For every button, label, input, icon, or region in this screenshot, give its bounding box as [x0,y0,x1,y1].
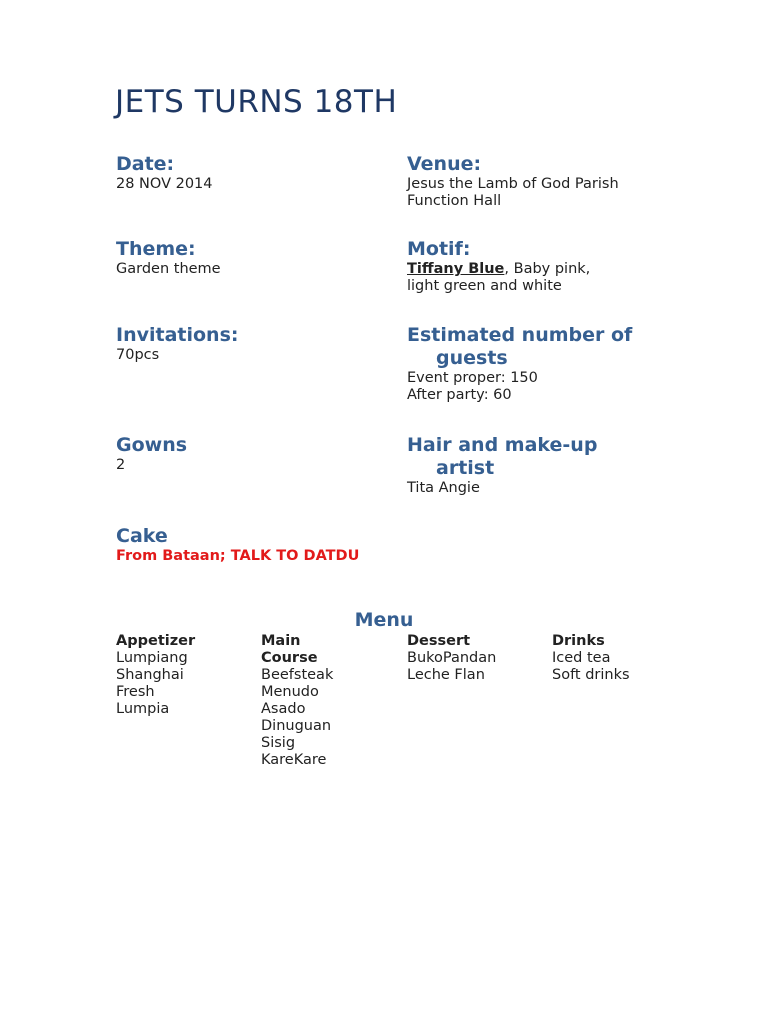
menu-item: BukoPandan [407,650,497,666]
menu-item: Asado [261,701,306,717]
hair-heading-line-2: artist [436,457,495,479]
menu-item: Menudo [261,684,319,700]
theme-heading: Theme: [116,238,196,260]
invitations-value: 70pcs [116,347,160,363]
menu-dessert-heading: Dessert [407,633,471,649]
menu-item: Lumpia [116,701,170,717]
hair-value: Tita Angie [407,480,480,496]
menu-appetizer-column [116,633,256,718]
menu-item: Sisig [261,735,296,751]
guests-line-1: Event proper: 150 [407,370,538,386]
cake-heading: Cake [116,525,168,547]
menu-item: Fresh [116,684,155,700]
cake-note: From Bataan; TALK TO DATDU [116,548,360,564]
menu-drinks-column [552,633,692,684]
guests-section [407,324,632,404]
menu-drinks-heading: Drinks [552,633,605,649]
menu-item: Iced tea [552,650,611,666]
guests-line-2: After party: 60 [407,387,512,403]
menu-item: Lumpiang [116,650,188,666]
menu-item: Leche Flan [407,667,485,683]
menu-item: Shanghai [116,667,184,683]
motif-highlight: Tiffany Blue [407,261,505,277]
venue-heading: Venue: [407,153,482,175]
invitations-section [116,324,238,364]
cake-section [116,525,359,565]
motif-line-1 [407,261,590,278]
menu-item: KareKare [261,752,327,768]
venue-line-2: Function Hall [407,193,502,209]
venue-section [407,153,619,210]
invitations-heading: Invitations: [116,324,239,346]
guests-heading-line-2: guests [436,347,508,369]
motif-line-2: light green and white [407,278,562,294]
menu-dessert-column [407,633,547,684]
motif-heading: Motif: [407,238,471,260]
hair-section [407,434,597,497]
gowns-heading: Gowns [116,434,188,456]
date-heading: Date: [116,153,175,175]
menu-item: Beefsteak [261,667,334,683]
page-title: JETS TURNS 18TH [115,84,398,120]
hair-heading-line-1: Hair and make-up [407,434,598,456]
menu-item: Dinuguan [261,718,332,734]
guests-heading-line-1: Estimated number of [407,324,633,346]
guests-heading [407,324,632,370]
motif-section [407,238,590,295]
motif-rest: , Baby pink, [504,261,591,277]
menu-main-heading-line-1: Main [261,633,301,649]
date-value: 28 NOV 2014 [116,176,213,192]
gowns-section [116,434,187,474]
menu-appetizer-heading: Appetizer [116,633,196,649]
theme-value: Garden theme [116,261,221,277]
venue-line-1: Jesus the Lamb of God Parish [407,176,619,192]
menu-main-heading-line-2: Course [261,650,318,666]
menu-title: Menu [354,609,414,631]
theme-section [116,238,221,278]
menu-main-column [261,633,401,769]
menu-item: Soft drinks [552,667,630,683]
date-section [116,153,213,193]
gowns-value: 2 [116,457,126,473]
hair-heading [407,434,597,480]
